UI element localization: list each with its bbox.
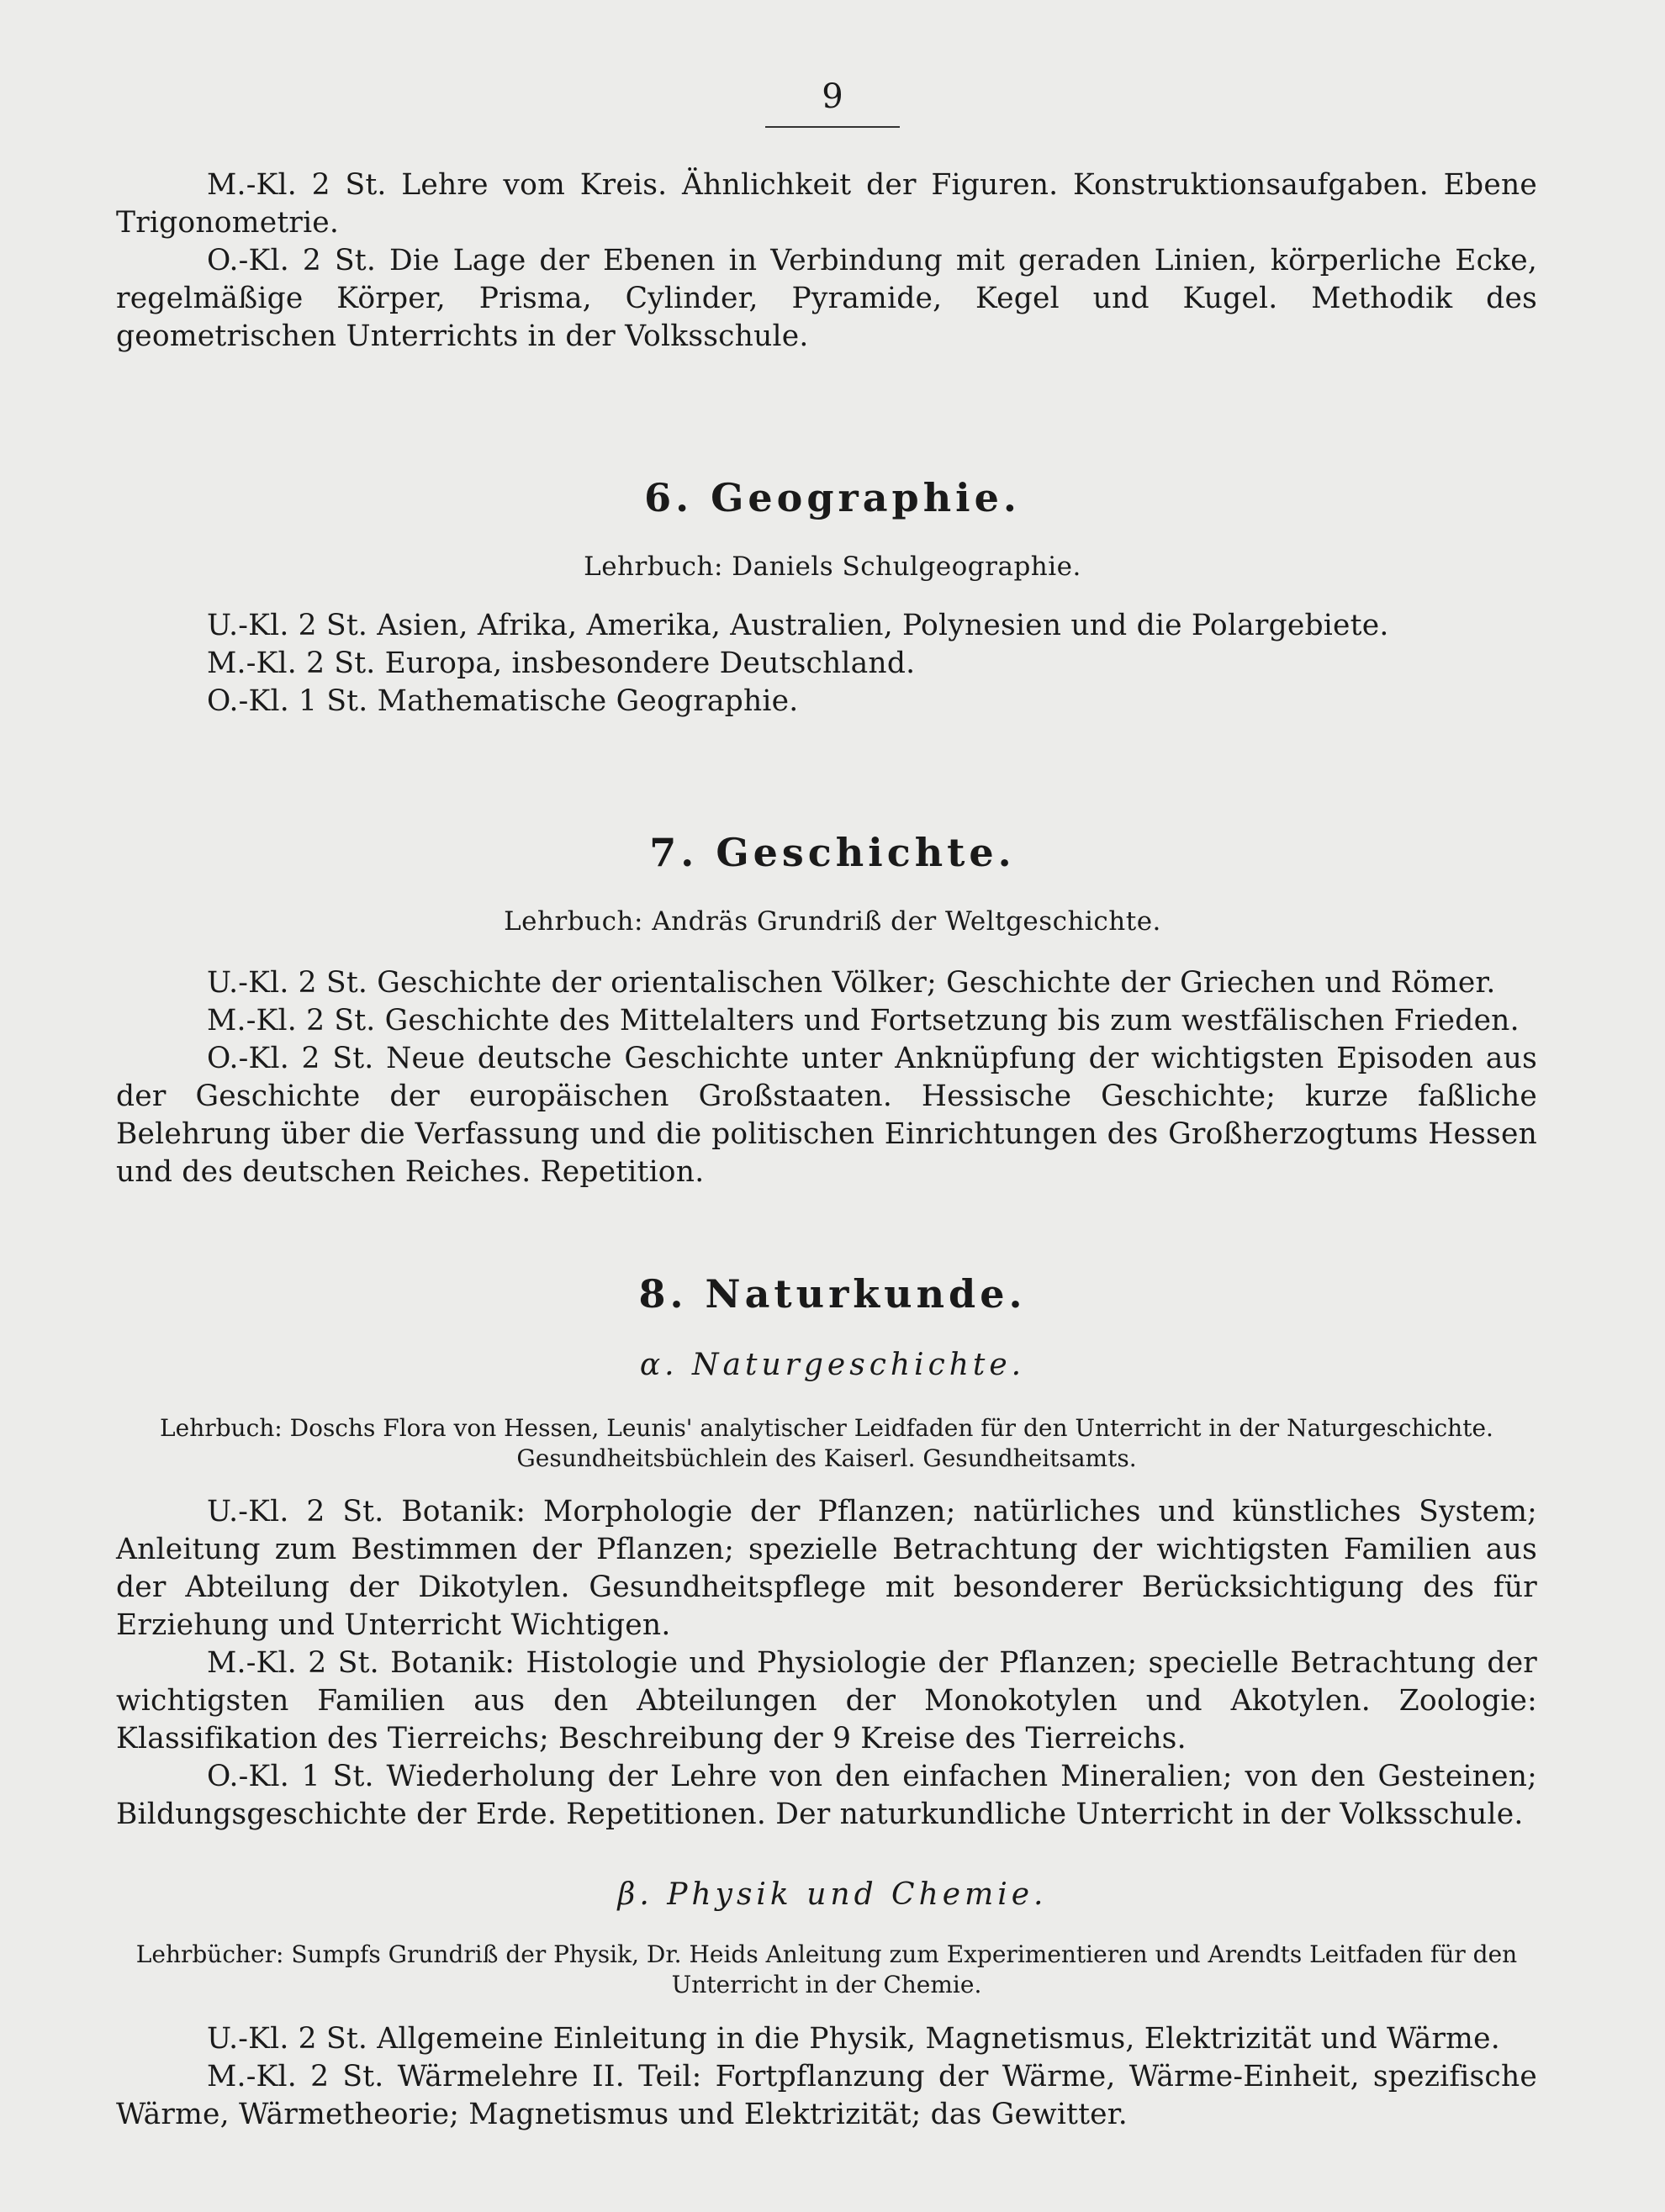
naturgeschichte-m-kl: M.-Kl. 2 St. Botanik: Histologie und Physiologie der Pflanzen; specielle Betrachtung der wichtigsten Familien aus den Abteilungen der Monokotylen und Akotylen. Zoologie: Klassifikation des Tierreichs; Beschreibung der 9 Kreise des Tierreichs. [116,1646,1537,1755]
textbook-physik-chemie: Lehrbücher: Sumpfs Grundriß der Physik, Dr. Heids Anleitung zum Experimentieren und Arendts Leitfaden für den Unterricht in der Chemie. [135,1940,1518,1998]
geschichte-o-kl: O.-Kl. 2 St. Neue deutsche Geschichte unter Anknüpfung der wichtigsten Episoden aus der Geschichte der europäischen Großstaaten. Hessische Geschichte; kurze faßliche Belehrung über die Verfassung und die politischen Einrichtungen des Großherzogtums Hessen und des deutschen Reiches. Repetition. [116,1042,1537,1189]
page-number: 9 [822,77,843,116]
heading-naturkunde: 8. Naturkunde. [638,1271,1027,1317]
geographie-u-kl: U.-Kl. 2 St. Asien, Afrika, Amerika, Australien, Polynesien und die Polargebiete. [207,609,1389,642]
physik-u-kl: U.-Kl. 2 St. Allgemeine Einleitung in die Physik, Magnetismus, Elektrizität und Wärme. [207,2022,1500,2056]
physik-body [116,2020,1537,2134]
geschichte-m-kl: M.-Kl. 2 St. Geschichte des Mittelalters und Fortsetzung bis zum westfälischen Frieden. [207,1004,1520,1037]
naturgeschichte-o-kl: O.-Kl. 1 St. Wiederholung der Lehre von den einfachen Mineralien; von den Gesteinen; Bildungsgeschichte der Erde. Repetitionen. Der naturkundliche Unterricht in der Volksschule. [116,1760,1537,1831]
geographie-body [116,607,1537,721]
geschichte-u-kl: U.-Kl. 2 St. Geschichte der orientalischen Völker; Geschichte der Griechen und Römer. [207,966,1496,1000]
textbook-geschichte: Lehrbuch: Andräs Grundriß der Weltgeschichte. [504,906,1161,937]
geschichte-body [116,964,1537,1191]
subheading-naturgeschichte: α. Naturgeschichte. [639,1348,1026,1382]
heading-geschichte: 7. Geschichte. [649,830,1016,875]
geographie-m-kl: M.-Kl. 2 St. Europa, insbesondere Deutschland. [207,647,916,680]
math-o-kl: O.-Kl. 2 St. Die Lage der Ebenen in Verbindung mit geraden Linien, körperliche Ecke, regelmäßige Körper, Prisma, Cylinder, Pyramide, Kegel und Kugel. Methodik des geometrischen Unterrichts in der Volksschule. [116,244,1537,353]
naturgeschichte-body [116,1493,1537,1834]
geographie-o-kl: O.-Kl. 1 St. Mathematische Geographie. [207,684,799,718]
subheading-physik-chemie: β. Physik und Chemie. [617,1877,1048,1912]
textbook-naturgeschichte: Lehrbuch: Doschs Flora von Hessen, Leunis' analytischer Leidfaden für den Unterricht in der Naturgeschichte. Gesundheitsbüchlein des Kaiserl. Gesundheitsamts. [160,1414,1493,1472]
page-number-rule [765,126,900,128]
heading-geographie: 6. Geographie. [644,475,1021,520]
physik-m-kl: M.-Kl. 2 St. Wärmelehre II. Teil: Fortpflanzung der Wärme, Wärme-Einheit, spezifische Wärme, Wärmetheorie; Magnetismus und Elektrizität; das Gewitter. [116,2060,1537,2131]
math-continuation [116,166,1537,356]
naturgeschichte-u-kl: U.-Kl. 2 St. Botanik: Morphologie der Pflanzen; natürliches und künstliches System; Anleitung zum Bestimmen der Pflanzen; spezielle Betrachtung der wichtigsten Familien aus der Abteilung der Dikotylen. Gesundheitspflege mit besonderer Berücksichtigung des für Erziehung und Unterricht Wichtigen. [116,1495,1537,1642]
math-m-kl: M.-Kl. 2 St. Lehre vom Kreis. Ähnlichkeit der Figuren. Konstruktionsaufgaben. Ebene Trigonometrie. [116,168,1537,240]
textbook-geographie: Lehrbuch: Daniels Schulgeographie. [584,552,1081,582]
